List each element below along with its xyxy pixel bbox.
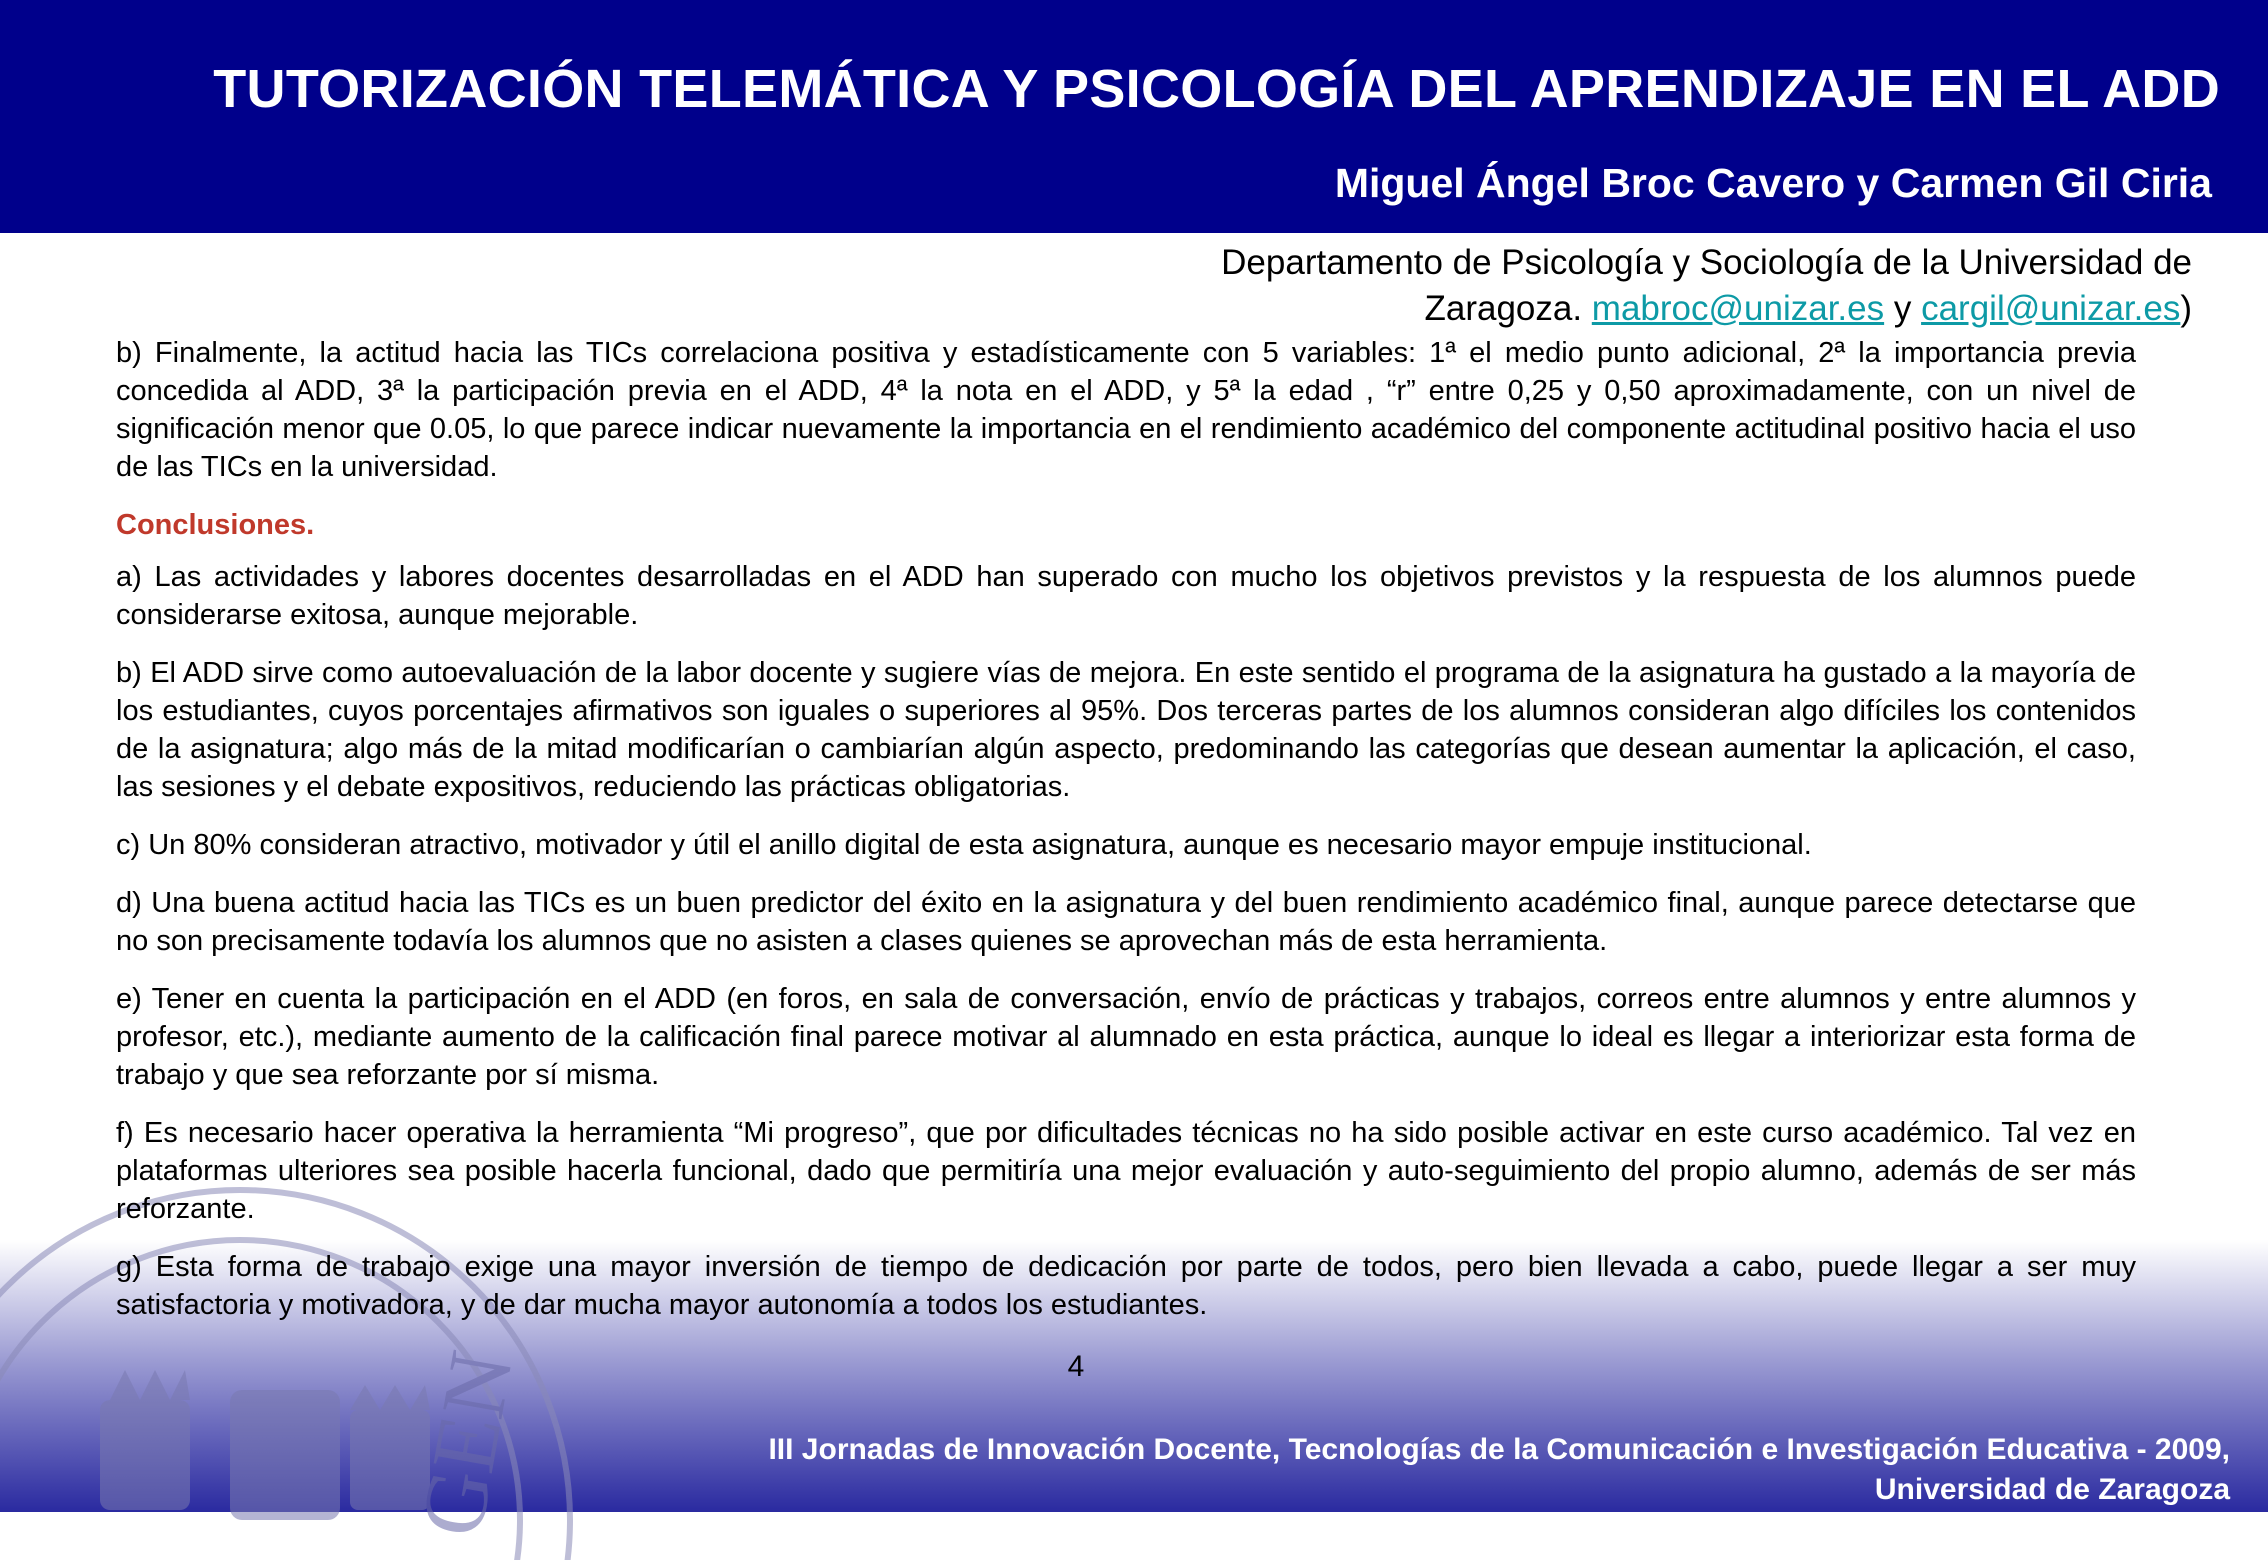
conclusion-item-f: f) Es necesario hacer operativa la herramienta “Mi progreso”, que por dificultades técnicas no ha sido posible activar en este curso académico. Tal vez en plataformas ulteriores sea posible hacerla funcional, dado que permitiría una mejor evaluación y auto-seguimiento del propio alumno, además de ser más reforzante. (116, 1117, 2136, 1225)
presentation-title: TUTORIZACIÓN TELEMÁTICA Y PSICOLOGÍA DEL APRENDIZAJE EN EL ADD (213, 59, 2220, 119)
conclusion-item-b: b) El ADD sirve como autoevaluación de la labor docente y sugiere vías de mejora. En este sentido el programa de la asignatura ha gustado a la mayoría de los estudiantes, cuyos porcentajes afirmativos son iguales o superiores al 95%. Dos terceras partes de los alumnos consideran algo difíciles los contenidos de la asignatura; algo más de la mitad modificarían o cambiarían algún aspecto, predominando las categorías que desean aumentar la aplicación, el caso, las sesiones y el debate expositivos, reduciendo las prácticas obligatorias. (116, 657, 2136, 803)
page-number: 4 (1067, 1350, 1085, 1383)
conclusions-heading: Conclusiones. (116, 509, 315, 541)
email-link-cargil[interactable]: cargil@unizar.es (1921, 288, 2181, 328)
affiliation-city: Zaragoza. (1424, 288, 1592, 328)
conclusion-item-c: c) Un 80% consideran atractivo, motivador y útil el anillo digital de esta asignatura, aunque es necesario mayor empuje institucional. (116, 829, 1812, 861)
affiliation-suffix: ) (2180, 288, 2192, 328)
conclusion-item-e: e) Tener en cuenta la participación en el ADD (en foros, en sala de conversación, envío de prácticas y trabajos, correos entre alumnos y entre alumnos y profesor, etc.), mediante aumento de la calificación final parece motivar al alumnado en esta práctica, aunque lo ideal es llegar a interiorizar esta forma de trabajo y que sea reforzante por sí misma. (116, 983, 2136, 1091)
email-link-mabroc[interactable]: mabroc@unizar.es (1591, 288, 1885, 328)
intro-paragraph: b) Finalmente, la actitud hacia las TICs correlaciona positiva y estadísticamente con 5 variables: 1ª el medio punto adicional, 2ª la importancia previa concedida al ADD, 3ª la participación previa en el ADD, 4ª la nota en el ADD, y 5ª la edad , “r” entre 0,25 y 0,50 aproximadamente, con un nivel de significación menor que 0.05, lo que parece indicar nuevamente la importancia en el rendimiento académico del componente actitudinal positivo hacia el uso de las TICs en la universidad. (116, 337, 2136, 483)
authors-line: Miguel Ángel Broc Cavero y Carmen Gil Ciria (1334, 160, 2212, 206)
affiliation-department: Departamento de Psicología y Sociología de la Universidad de (1221, 243, 2192, 282)
affiliation-block (992, 240, 2192, 331)
conclusion-item-g: g) Esta forma de trabajo exige una mayor inversión de tiempo de dedicación por parte de todos, pero bien llevada a cabo, puede llegar a ser muy satisfactoria y motivadora, y de dar mucha mayor autonomía a todos los estudiantes. (116, 1251, 2136, 1321)
email-separator: y (1884, 288, 1922, 328)
conclusion-item-a: a) Las actividades y labores docentes desarrolladas en el ADD han superado con mucho los objetivos previstos y la respuesta de los alumnos puede considerarse exitosa, aunque mejorable. (116, 561, 2136, 631)
footer-text (530, 1430, 2230, 1510)
conclusion-item-d: d) Una buena actitud hacia las TICs es un buen predictor del éxito en la asignatura y del buen rendimiento académico final, aunque parece detectarse que no son precisamente todavía los alumnos que no asisten a clases quienes se aprovechan más de esta herramienta. (116, 887, 2136, 957)
main-content (116, 334, 2136, 1344)
header-banner (0, 0, 2268, 233)
footer-conference-line: III Jornadas de Innovación Docente, Tecnologías de la Comunicación e Investigación Educativa - 2009, (768, 1433, 2230, 1466)
footer-university-line: Universidad de Zaragoza (1874, 1473, 2230, 1506)
svg-text:GEN: GEN (402, 1344, 532, 1544)
